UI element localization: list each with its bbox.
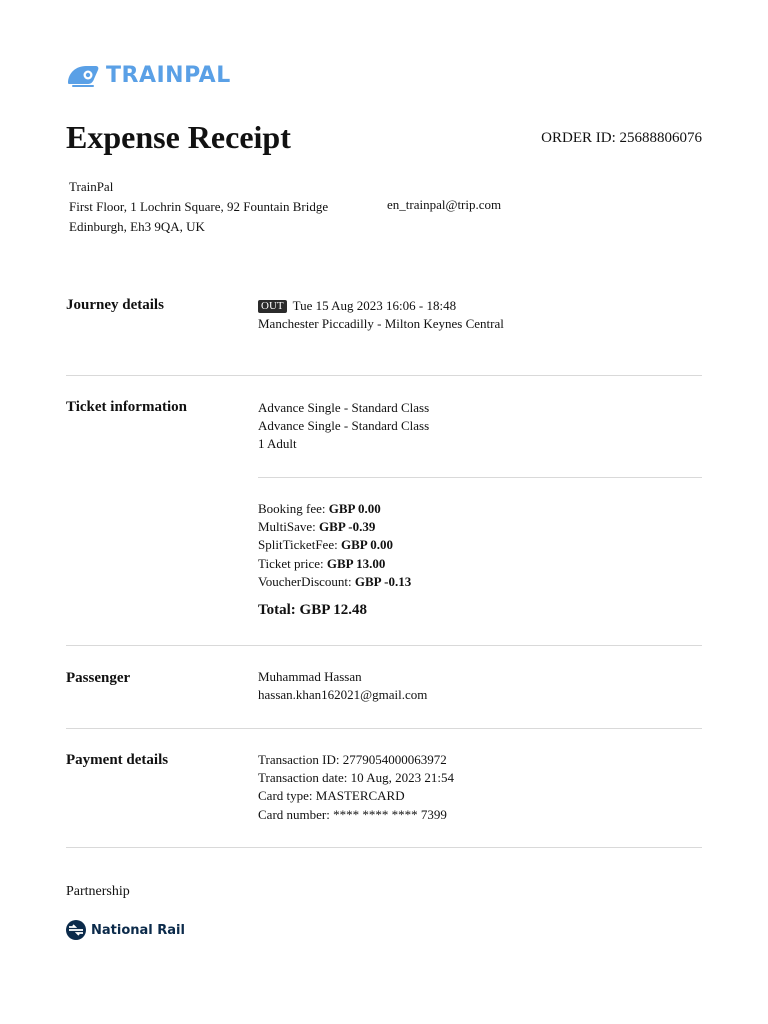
ticket-line: 1 Adult — [258, 436, 297, 452]
ticket-line: Advance Single - Standard Class — [258, 400, 430, 415]
ticket-details — [258, 399, 429, 454]
fee-row — [258, 573, 411, 591]
company-info — [69, 177, 328, 237]
ticket-label: Ticket information — [66, 399, 187, 415]
fee-value: GBP -0.39 — [319, 519, 376, 535]
company-address-line2: Edinburgh, Eh3 9QA, UK — [69, 219, 205, 234]
fee-list — [258, 500, 411, 591]
national-rail-icon — [66, 920, 86, 940]
passenger-details — [258, 668, 427, 704]
fee-row — [258, 555, 411, 573]
train-icon — [66, 63, 100, 87]
passenger-email: hassan.khan162021@gmail.com — [258, 687, 428, 703]
divider — [66, 728, 702, 729]
journey-route: Manchester Piccadilly - Milton Keynes Central — [258, 316, 504, 332]
fee-label: SplitTicketFee: — [258, 537, 341, 553]
card-type: Card type: MASTERCARD — [258, 788, 405, 804]
divider — [66, 375, 702, 376]
card-number: Card number: **** **** **** 7399 — [258, 806, 447, 822]
page-title: Expense Receipt — [66, 119, 291, 155]
partner-name: National Rail — [91, 922, 185, 938]
journey-label: Journey details — [66, 297, 164, 313]
fee-label: MultiSave: — [258, 519, 320, 535]
total-amount: Total: GBP 12.48 — [258, 602, 368, 618]
fee-row — [258, 536, 411, 554]
fee-label: Booking fee: — [258, 501, 329, 516]
company-name: TrainPal — [69, 179, 114, 194]
national-rail-logo — [66, 920, 185, 940]
journey-details — [258, 297, 504, 333]
fee-label: Ticket price: — [258, 555, 327, 571]
fee-value: GBP 0.00 — [328, 501, 381, 516]
partnership-label: Partnership — [66, 884, 130, 899]
divider — [66, 645, 702, 646]
company-address-line1: First Floor, 1 Lochrin Square, 92 Fountain Bridge — [69, 199, 329, 214]
fee-row — [258, 518, 411, 536]
ticket-line: Advance Single - Standard Class — [258, 418, 430, 434]
passenger-name: Muhammad Hassan — [258, 669, 362, 684]
trainpal-logo — [66, 60, 231, 90]
fee-label: VoucherDiscount: — [258, 573, 355, 589]
payment-label: Payment details — [66, 752, 169, 768]
brand-name: TRAINPAL — [106, 62, 231, 88]
divider — [66, 847, 702, 848]
fee-value: GBP 0.00 — [340, 537, 393, 553]
passenger-label: Passenger — [66, 670, 131, 686]
fee-row — [258, 500, 411, 518]
company-email: en_trainpal@trip.com — [387, 197, 502, 212]
order-id-label: ORDER ID: — [541, 130, 620, 146]
payment-details — [258, 751, 454, 824]
divider — [258, 477, 702, 478]
order-id — [541, 130, 702, 147]
order-id-value: 25688806076 — [619, 130, 702, 146]
journey-datetime: Tue 15 Aug 2023 16:06 - 18:48 — [292, 298, 457, 313]
out-badge: OUT — [258, 300, 287, 313]
fee-value: GBP -0.13 — [354, 573, 412, 589]
transaction-date: Transaction date: 10 Aug, 2023 21:54 — [258, 770, 454, 786]
transaction-id: Transaction ID: 2779054000063972 — [258, 752, 447, 767]
fee-value: GBP 13.00 — [326, 555, 386, 571]
